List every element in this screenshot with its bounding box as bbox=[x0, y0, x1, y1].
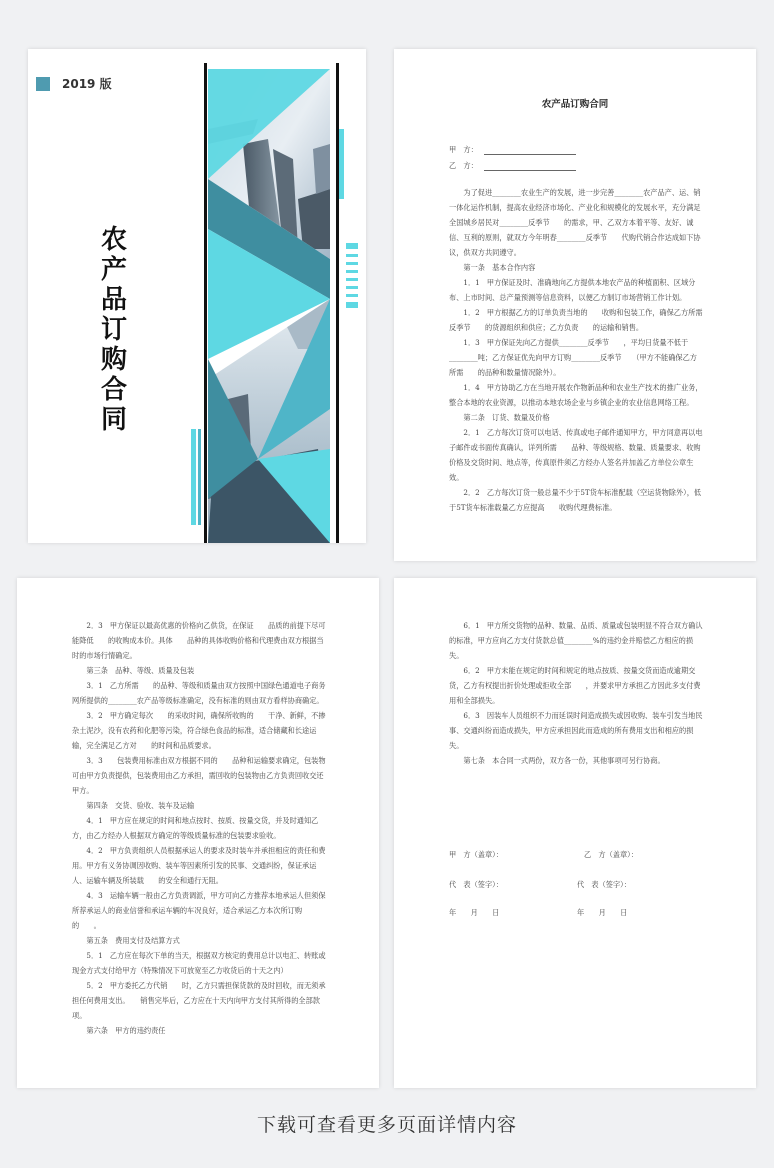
party-a-line bbox=[449, 145, 576, 155]
section-heading: 第七条 本合同一式两份，双方各一份，其他事项可另行协商。 bbox=[463, 756, 665, 765]
paragraph: 3．3 包装费用标准由双方根据不同的 品种和运输要求确定，包装物可由甲方负责提供，包装费用由乙方承担，需回收的包装物由乙方负责回收交还甲方。 bbox=[72, 756, 326, 795]
paragraph: 2．3 甲方保证以最高优惠的价格向乙供货，在保证 品质的前提下尽可能降低 的收购成本价。具体 品种的具体收购价格和代理费由双方根据当时的市场行情确定。 bbox=[72, 621, 326, 660]
sign-party-a: 甲 方（盖章）： bbox=[449, 850, 503, 859]
accent-bar-left bbox=[191, 429, 196, 525]
party-b-label: 乙 方： bbox=[449, 161, 478, 170]
paragraph: 5．1 乙方应在每次下单的当天，根据双方核定的费用总计以电汇、转账或现金方式支付给甲方（特殊情况下可放宽至乙方收货后的十天之内） bbox=[72, 951, 326, 975]
contract-title: 农产品订购合同 bbox=[541, 99, 609, 110]
section-heading: 第一条 基本合作内容 bbox=[463, 263, 536, 272]
date-party-b: 年 月 日 bbox=[577, 908, 628, 917]
cover-artwork bbox=[28, 49, 366, 543]
cover-page bbox=[28, 49, 366, 543]
rep-party-b: 代 表（签字）： bbox=[577, 880, 631, 889]
download-more-note[interactable]: 下载可查看更多页面详情内容 bbox=[256, 1114, 517, 1136]
section-heading: 第三条 品种、等级、质量及包装 bbox=[86, 666, 195, 675]
paragraph: 6．1 甲方所交货物的品种、数量、品质、质量或包装明显不符合双方确认的标准，甲方应向乙方支付货款总值________%的违约金并赔偿乙方相应的损失。 bbox=[449, 621, 703, 660]
contract-body-3 bbox=[449, 618, 704, 768]
section-heading: 第四条 交货、验收、装车及运输 bbox=[86, 801, 195, 810]
section-heading: 第二条 订货、数量及价格 bbox=[463, 413, 550, 422]
contract-page-1 bbox=[394, 49, 756, 561]
contract-page-3 bbox=[394, 578, 756, 1088]
paragraph: 2．2 乙方每次订货一般总量不少于5T货车标准配载（空运货物除外），低于5T货车标准载量乙方应提高 收购代理费标准。 bbox=[449, 488, 702, 512]
vertical-line-left bbox=[204, 63, 207, 543]
contract-body-2 bbox=[72, 618, 327, 1038]
paragraph: 为了促进________农业生产的发展，进一步完善________农产品产、运、销一体化运作机制，提高农业经济市场化、产业化和规模化的发展水平，充分满足全国城乡居民对________反季节 的需求，甲、乙双方本着平等、友好、诚信、互利的原则，就双方今年明春________反季节 代购代销合作达成如下协议，供双方共同遵守。 bbox=[449, 188, 701, 257]
accent-bar-right bbox=[339, 129, 344, 199]
paragraph: 5．2 甲方委托乙方代销 时，乙方只需担保货款的及时回收，而无须承担任何费用支出。 销售完毕后，乙方应在十天内向甲方支付其所得的全部款项。 bbox=[72, 981, 326, 1020]
date-party-a: 年 月 日 bbox=[449, 908, 500, 917]
paragraph: 1．3 甲方保证先向乙方提供________反季节 ，平均日货量不低于________吨；乙方保证优先向甲方订购________反季节 （甲方不能确保乙方所需 的品种和数量情况除外）。 bbox=[449, 338, 697, 377]
paragraph: 6．3 因装车人员组织不力而延误时间造成损失或因收购、装车引发当地民事、交通纠纷而造成损失，甲方应承担因此而造成的所有费用支出和相应的损失。 bbox=[449, 711, 703, 750]
section-heading: 第六条 甲方的违约责任 bbox=[86, 1026, 166, 1035]
dashed-accent bbox=[346, 243, 358, 315]
cover-edition: 2019 版 bbox=[62, 77, 112, 91]
paragraph: 3．2 甲方确定每次 的采收时间，确保所收购的 干净、新鲜，不掺杂土泥沙，没有农药和化肥等污染，符合绿色食品的标准，适合储藏和长途运输，完全满足乙方对 的时间和品质要求。 bbox=[72, 711, 326, 750]
paragraph: 4．1 甲方应在规定的时间和地点按时、按质、按量交货，并及时通知乙方，由乙方经办人根据双方确定的等级质量标准的包装要求验收。 bbox=[72, 816, 319, 840]
rep-party-a: 代 表（签字）： bbox=[449, 880, 503, 889]
paragraph: 4．3 运输车辆一般由乙方负责调派，甲方可向乙方推荐本地承运人但须保所荐承运人的商业信誉和承运车辆的车况良好，适合承运乙方本次所订购的 。 bbox=[72, 891, 326, 930]
paragraph: 6．2 甲方未能在规定的时间和规定的地点按质、按量交货而造成逾期交货，乙方有权提出折价处理或拒收全部 ，并要求甲方承担乙方因此多支付费用和全部损失。 bbox=[449, 666, 701, 705]
party-b-line bbox=[449, 161, 576, 171]
section-heading: 第五条 费用支付及结算方式 bbox=[86, 936, 180, 945]
paragraph: 1．1 甲方保证及时、准确地向乙方提供本地农产品的种植面积、区域分布、上市时间、总产量预测等信息资料，以便乙方制订市场营销工作计划。 bbox=[449, 278, 696, 302]
paragraph: 1．2 甲方根据乙方的订单负责当地的 收购和包装工作，确保乙方所需反季节 的货源组织和供应；乙方负责 的运输和销售。 bbox=[449, 308, 703, 332]
paragraph: 1．4 甲方协助乙方在当地开展农作物新品种和农业生产技术的推广业务，整合本地的农业资源，以推动本地农场企业与乡镇企业的农业信息网络工程。 bbox=[449, 383, 703, 407]
paragraph: 2．1 乙方每次订货可以电话、传真或电子邮件通知甲方，甲方同意再以电子邮件或书面传真确认，详列所需 品种、等级规格、数量、质量要求、收购价格及交货时间、地点等，传真原件须乙方经办人签名并加盖乙方单位公章生效。 bbox=[449, 428, 703, 482]
cover-title: 农产品订购合同 bbox=[100, 225, 127, 435]
party-a-label: 甲 方： bbox=[449, 145, 478, 154]
vertical-line-right bbox=[336, 63, 339, 543]
sign-party-b: 乙 方（盖章）： bbox=[584, 850, 638, 859]
edition-square bbox=[36, 77, 50, 91]
paragraph: 4．2 甲方负责组织人员根据承运人的要求及时装车并承担相应的责任和费用。甲方有义务协调因收购、装车等因素所引发的民事、交通纠纷，保证承运人、运输车辆及所装载 的安全和通行无阻。 bbox=[72, 846, 326, 885]
contract-body-1 bbox=[449, 185, 704, 515]
contract-page-2 bbox=[17, 578, 379, 1088]
paragraph: 3．1 乙方所需 的品种、等级和质量由双方按照中国绿色通道电子商务网所提供的________农产品等级标准确定，没有标准的则由双方看样协商确定。 bbox=[72, 681, 326, 705]
accent-bar-left-thin bbox=[198, 429, 201, 525]
